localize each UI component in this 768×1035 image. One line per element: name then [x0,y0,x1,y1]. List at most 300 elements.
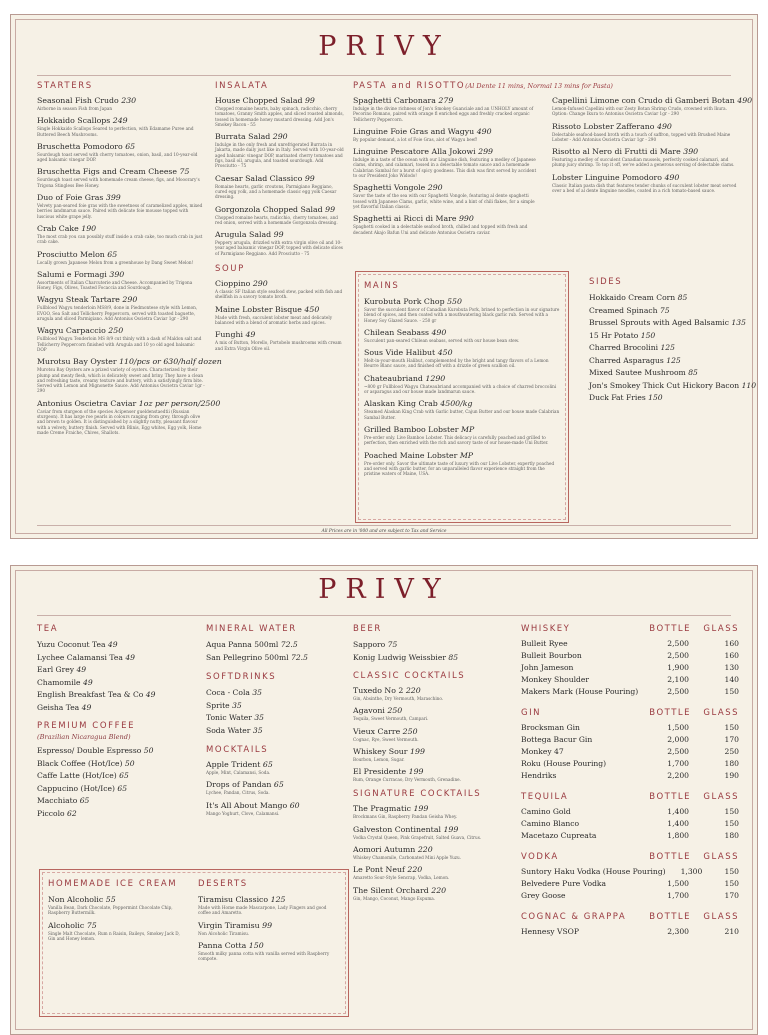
item-name: Murotsu Bay Oyster [37,357,117,367]
bottle-price: 2,300 [667,927,689,936]
insalata-soup-section [215,81,345,521]
item-name-line [353,886,503,896]
item-price: 49 [82,677,93,687]
item-description: Indulge in a taste of the ocean with our Linguine dish, featuring a medley of Japanese clams, shrimp, and calamari, tossed in a delectable tomato sauce and a homemade Calabrian Sambal for a burst of spicy goodness. This dish was first served by accident to our President Joko Widodo! [353,157,537,179]
whiskey-table [521,624,739,698]
item-price: 35 [254,713,264,722]
item-name: Linguine Foie Gras and Wagyu [353,126,475,136]
item-price: 150 [248,940,264,950]
item-name: Sous Vide Halibut [364,348,436,358]
drink-name: Monkey 47 [521,747,564,756]
menu-item [353,96,538,122]
item-price: 299 [478,147,494,157]
spirits-section [521,624,739,1034]
item-name: Grilled Bamboo Lobster [364,424,459,434]
item-price: 35 [232,700,242,710]
item-name: Black Coffee (Hot/Ice) [37,758,123,768]
item-name-line [37,193,205,203]
menu-item [353,706,503,721]
item-price: 65 [117,783,128,793]
menu-item [206,639,346,652]
section-title: COGNAC & GRAPPA [521,912,627,922]
drink-name: Hennesy VSOP [521,927,580,936]
item-price: 60 [289,800,300,810]
menu-item [37,193,205,219]
glass-price: 170 [724,891,739,900]
item-name-line [353,686,503,696]
item-name-line [37,295,205,305]
menu-item [206,687,346,700]
cognac-table [521,912,739,938]
glass-price: 180 [724,831,739,840]
item-name: Spaghetti Carbonara [353,96,436,105]
item-name-line [206,780,346,790]
item-price: MP [460,424,475,434]
item-name: Creamed Spinach [589,305,658,315]
item-name: Vieux Carre [353,726,401,736]
divider [37,525,731,526]
item-description: Lychee, Pandan, Citrus, Soda. [206,790,270,796]
item-name-line [48,895,182,905]
item-name: Prosciutto Melon [37,249,105,259]
item-price: 250 [402,726,418,736]
menu-item [353,127,538,142]
item-price: 490 [431,327,447,337]
item-description: Fullblood Wagyu tenderloin MS8/9, done in Piedmontese style with Lemon, EVOO, Sea Salt and Tellicherry Peppercorn, served with toasted baguette, arugula and sliced Parmigiano. Add Antonius Oscietra Caviar 1gr - 290 [37,305,198,322]
item-price: 85 [688,368,698,377]
table-header [521,624,739,634]
menu-item [37,770,187,783]
beer-cocktail-section [353,624,503,1024]
section-title: GIN [521,708,541,718]
menu-item [589,292,739,305]
drink-row [521,878,739,890]
menu-item [353,147,538,178]
item-description: Pre-order only. Live Bamboo Lobster. This delicacy is carefully poached and grilled to perfection, then enriched with the rich and savory taste of our house-made Uni Butter. [364,434,549,446]
item-name: Duo of Foie Gras [37,193,104,203]
item-price: 125 [660,343,675,352]
menu-item [37,689,187,702]
menu-item [37,758,187,771]
drink-row [521,734,739,746]
menu-item [353,865,503,880]
item-name: Caesar Salad Classico [215,173,303,183]
item-name: Drops of Pandan [206,780,272,790]
drink-row [521,674,739,686]
item-description: Peppery arugula, drizzled with extra virgin olive oil and 10-year aged balsamic vinegar DOP, topped with delicate slices of Parmigiano Reggiano. Add Prosciutto - 75 [215,240,343,256]
item-name: Funghi [215,330,243,340]
drink-name: Brocksman Gin [521,723,580,732]
menu-item [589,355,739,368]
menu-item [589,392,739,405]
divider [37,615,731,616]
item-price: 199 [413,804,429,814]
item-description: Succulent pan-seared Chilean seabass, served with our house bean stew. [364,337,520,343]
item-price: 125 [270,895,286,904]
menu-item [37,224,205,245]
menu-item [589,367,739,380]
drink-row [521,722,739,734]
glass-header: GLASS [703,852,739,862]
table-header [521,792,739,802]
item-name-line [215,96,345,106]
bottle-header: BOTTLE [649,624,691,634]
item-description: Sourdough toast served with cherry tomatoes, onion, basil, and 10-year-old aged balsamic vinegar DOP. [37,151,198,163]
tequila-table [521,792,739,842]
menu-item [198,895,336,916]
item-name: Hokkaido Cream Corn [589,293,676,302]
item-name-line [364,399,560,409]
drink-name: Macetazo Cupreata [521,831,597,840]
item-price: 50 [124,758,135,768]
section-title: WHISKEY [521,624,571,634]
drink-row [521,806,739,818]
item-name-line [353,214,538,224]
item-price: 49 [145,690,156,699]
drinks-menu-page [10,565,758,1035]
item-name: Chilean Seabass [364,327,429,337]
gin-table [521,708,739,782]
item-name-line [37,326,205,336]
menu-item [206,801,346,816]
item-name: Yuzu Coconut Tea [37,640,106,649]
item-name-line [353,96,538,106]
water-soft-mocktail-section [206,624,346,864]
item-description: Bourbon, Lemon, Sugar. [353,756,405,762]
section-title: MOCKTAILS [206,745,269,755]
bottle-price: 2,500 [667,639,689,648]
item-price: 75 [86,920,97,930]
glass-price: 160 [724,639,739,648]
item-price: 75 [659,305,670,315]
drink-row [521,650,739,662]
menu-item [353,652,503,665]
item-name: Spaghetti Vongole [353,183,426,193]
item-price: 390 [109,269,125,279]
menu-item [353,214,538,235]
menu-item [364,374,560,395]
section-title: CLASSIC COCKTAILS [353,671,466,681]
item-price: 279 [438,96,454,105]
item-name-line [353,845,503,855]
menu-item [353,845,503,860]
item-price: 125 [666,355,681,365]
glass-price: 150 [724,879,739,888]
drink-name: Suntory Haku Vodka (House Pouring) [521,867,666,876]
item-description: Chopped romaine hearts, radicchio, cherry tomatoes, and red onion, served with a homemade Gorgonzola dressing. [215,214,338,225]
item-description: Classic Italian pasta dish that features tender chunks of succulent lobster meat served over a bed of al dente linguine noodles, coated in a rich tomato-based sauce. [552,182,737,194]
item-description: Mango Yoghurt, Clove, Calamansi. [206,810,280,816]
item-price: 75 [387,640,398,649]
item-name: House Chopped Salad [215,96,303,105]
item-name: Caffe Latte (Hot/Ice) [37,771,117,780]
drink-name: Belvedere Pure Vodka [521,879,607,888]
drink-row [521,686,739,698]
item-price: 220 [417,845,433,855]
item-description: Brockmans Gin, Raspberry Pandan Geisha Whey. [353,814,458,820]
glass-price: 170 [724,735,739,744]
menu-item [353,886,503,901]
menu-item [37,270,205,291]
drink-row [521,746,739,758]
section-title: MINERAL WATER [206,624,297,634]
drink-name: Roku (House Pouring) [521,759,607,768]
item-name: Burrata Salad [215,132,271,142]
menu-item [198,921,336,936]
item-price: 150 [640,330,656,340]
item-name: English Breakfast Tea & Co [37,690,144,699]
menu-item [37,96,205,111]
drink-name: Makers Mark (House Pouring) [521,687,639,696]
item-price: 220 [405,686,421,695]
item-name: Sprite [206,700,230,710]
item-price: 1oz per person/2500 [138,398,221,408]
bottle-header: BOTTLE [649,708,691,718]
drink-name: Bottega Bacur Gin [521,735,593,744]
divider [37,75,731,76]
item-price: 250 [108,326,124,336]
item-name-line [198,921,336,931]
item-description: Sourdough toast served with homemade cream cheese, figs, and Mooorary's Trigona Stingless Bee Honey. [37,177,200,188]
menu-item [353,767,503,782]
item-description: Airborne in season Fish from Japan [37,106,113,111]
item-name-line [48,921,182,931]
menu-item [353,183,538,209]
bottle-price: 1,300 [680,867,703,876]
drink-name: Camino Blanco [521,819,580,828]
drink-name: Grey Goose [521,891,566,900]
item-description: Savor the succulent flavor of Canadian Kurobuta Pork, brined to perfection in our signature blend of spices, and then coated with a mouthwatering black garlic rub. Served with a Honey Soy Glazed Sauce. - 250 gr [364,307,560,323]
bottle-price: 1,400 [667,807,689,816]
drink-row [521,758,739,770]
menu-item [206,780,346,795]
item-price: 135 [731,318,746,327]
item-name-line [215,279,345,289]
item-name-line [215,330,345,340]
section-title: PASTA and RISOTTO [353,81,466,91]
item-name-line [353,727,503,737]
menu-item [589,317,746,330]
ice-cream-section [48,879,182,966]
item-description: Indulge in the divine richness of Jon's Smokey Guanciale and an UNHOLY amount of Pecorino Romano, paired with orange fl enriched eggs and freshly cracked organic Tellicherry Peppercorn. [353,106,534,122]
section-subtitle: (Al Dente 11 mins, Normal 13 mins for Pasta) [465,82,613,90]
menu-item [37,652,187,665]
item-price: 150 [648,393,663,402]
item-price: 249 [112,116,128,126]
item-price: 99 [325,204,336,214]
item-description: Spaghetti cooked in a delectable seafood broth, chilled and topped with fresh and decadent Akajo Bafun Uni and delicate Antonius Oscietra caviar. [353,224,528,235]
item-price: 490 [664,172,680,182]
item-name-line [552,96,753,106]
item-name: Alcoholic [48,920,85,930]
item-price: 49 [245,330,256,340]
item-name-line [364,451,560,461]
menu-item [589,305,739,318]
drink-name: Bulleit Bourbon [521,651,582,660]
table-header [521,708,739,718]
glass-price: 130 [724,663,739,672]
section-title: SOUP [215,264,245,275]
item-description: Delectable seafood-based broth with a touch of saffron, topped with Brushed Maine Lobster - Add Antonius Oscietra Caviar 1gr - 290 [552,131,731,142]
menu-item [48,921,182,942]
glass-price: 160 [724,651,739,660]
item-description: Locally grown Japanese Melon from a greenhouse by Dang Sweet Melon! [37,259,194,265]
glass-price: 180 [724,759,739,768]
item-name: Risotto al Nero di Frutti di Mare [552,147,681,157]
menu-item [206,760,346,775]
drink-row [521,662,739,674]
bottle-header: BOTTLE [649,852,691,862]
menu-item [37,142,205,163]
dessert-box [39,869,349,1017]
item-name: Cappucino (Hot/Ice) [37,783,115,793]
bottle-price: 2,500 [667,651,689,660]
item-name: Chamomile [37,677,81,687]
item-description: Rum, Orange Curracao, Dry Vermouth, Grenadine. [353,777,461,783]
menu-item [37,326,205,352]
section-title: BEER [353,624,382,634]
item-description: Savor the taste of the sea with our Spaghetti Vongole, featuring al dente spaghetti tossed with Japanese Clams, garlic, white wine, and a hint of chili flakes, for a simple yet flavorful Italian classic. [353,193,535,209]
menu-item [589,330,739,343]
bottle-header: BOTTLE [649,912,691,922]
item-name-line [353,147,538,157]
bottle-price: 2,500 [667,747,689,756]
item-description: Tequila, Sweet Vermouth, Campari. [353,716,429,722]
item-description: Made with Home made Mascarpone, Lady Fingers and good coffee and Amaretto. [198,905,327,916]
menu-item [215,174,345,200]
drink-row [521,818,739,830]
item-name-line [37,142,205,152]
item-price: 72.5 [280,640,298,649]
item-price: 85 [677,293,688,302]
item-name: Seasonal Fish Crudo [37,96,119,105]
item-name: Soda Water [206,725,251,735]
item-name-line [37,398,221,409]
price-note: All Prices are in '000 and are subject to Tax and Service [321,529,447,534]
item-name: Hokkaido Scallops [37,116,111,126]
glass-header: GLASS [703,708,739,718]
menu-item [215,279,345,300]
sides-section [589,277,757,437]
item-description: Murotsu Bay Oysters are a prized variety of oysters. Characterized by their plump and meaty flesh, which is delicately sweet and briny. They have a clean and refreshing taste, creamy texture and buttery, with a satisfyingly firm bite. Served with Lemon and Mignonette Sauce. Add Antonius Oscietra Caviar 1gr - 290 [37,367,205,394]
item-name: It's All About Mango [206,800,288,810]
section-title: HOMEMADE ICE CREAM [48,879,178,889]
item-name-line [353,183,538,193]
glass-header: GLASS [703,624,739,634]
item-price: 110 [741,380,757,390]
item-price: 49 [81,702,92,712]
item-name: Crab Cake [37,223,79,233]
drink-name: Camino Gold [521,807,571,816]
item-name-line [37,167,205,177]
section-title: MAINS [364,281,400,291]
item-name: Lobster Linguine Pomodoro [552,172,662,182]
menu-item [589,380,757,393]
glass-header: GLASS [703,912,739,922]
menu-item [206,652,346,665]
item-name: Wagyu Carpaccio [37,326,106,336]
item-name-line [552,173,737,183]
menu-item [353,825,503,840]
item-name-line [353,825,503,835]
item-price: 490 [476,126,492,136]
item-description: A mix of Button, Morello, Portobelo mushrooms with cream and Extra Virgin Olive oil. [215,340,342,351]
bottle-price: 1,700 [667,759,689,768]
menu-item [364,348,560,369]
tea-coffee-section [37,624,187,854]
menu-item [215,96,345,127]
bottle-price: 1,500 [667,723,689,732]
item-name: Aomori Autumn [353,845,416,855]
item-description: Lemon-Infused Capellini with our Zesty Botan Shrimp Crudo, crowned with Ikura. Option: Change Ikura to Antonius Oscietra Caviar 1gr - 290 [552,106,727,117]
glass-header: GLASS [703,792,739,802]
menu-item [364,425,560,446]
drink-row [521,926,739,938]
item-name-line [37,357,222,367]
item-description: Pre-order only. Savor the ultimate taste of luxury with our Live Lobster, expertly poached and served with garlic butter, for an unparalleled flavor experience straight from the pristine waters of Maine, USA. [364,460,555,477]
item-price: 250 [387,706,403,716]
item-price: 65 [119,771,129,780]
item-name: Panna Cotta [198,940,247,950]
bottle-price: 2,100 [667,675,689,684]
menu-item [37,357,222,394]
item-price: 49 [107,640,118,649]
item-name-line [215,174,345,184]
item-description: Velvety pan-seared foie gras with the sweetness of caramelized apples, mixed berries landmarun sauce. Paired with delicate foie mousse topped with luscious white grape jelly. [37,203,203,219]
glass-price: 150 [724,807,739,816]
item-price: 290 [427,183,443,193]
item-name-line [37,116,205,126]
item-price: 220 [431,885,447,895]
item-price: 230 [121,96,137,105]
menu-item [206,725,346,738]
item-name: Poached Maine Lobster [364,450,458,460]
item-name-line [364,297,560,307]
item-description: Vanilla Bean, Dark Chocolate, Peppermint Chocolate Chip, Raspberry Buttermilk. [48,905,173,916]
item-description: Smooth milky panna cotta with vanilla served with Raspberry compote. [198,950,330,962]
bottle-price: 1,700 [667,891,689,900]
bottle-price: 1,400 [667,819,689,828]
menu-item [206,712,346,725]
item-description: ~800 gr Fullblood Wagyu Chateaubriand accompanied with a choice of charred broccolini or asparagus and our house made landmarun sauce. [364,383,557,395]
item-name-line [364,425,560,435]
item-name: Konig Ludwig Weissbier [353,652,446,662]
item-name: Geisha Tea [37,702,80,712]
item-name-line [353,127,538,137]
menu-item [37,808,187,821]
item-name: Aqua Panna 500ml [206,640,279,649]
item-name-line [215,205,345,215]
menu-item [37,398,221,435]
item-price: 62 [67,808,77,818]
item-name: Espresso/ Double Espresso [37,746,142,755]
item-price: 399 [105,193,121,203]
item-name: Maine Lobster Bisque [215,304,302,314]
menu-item [215,132,345,168]
menu-item [215,305,345,326]
item-name: Apple Trident [206,760,261,769]
menu-item [364,399,560,420]
drink-name: Bulleit Ryee [521,639,568,648]
item-price: 99 [262,920,273,930]
bottle-price: 2,200 [667,771,689,780]
item-price: 35 [252,688,262,697]
menu-item [48,895,182,916]
glass-price: 250 [724,747,739,756]
item-price: 65 [107,249,118,259]
item-price: 35 [252,725,263,735]
section-title: SOFTDRINKS [206,672,277,682]
